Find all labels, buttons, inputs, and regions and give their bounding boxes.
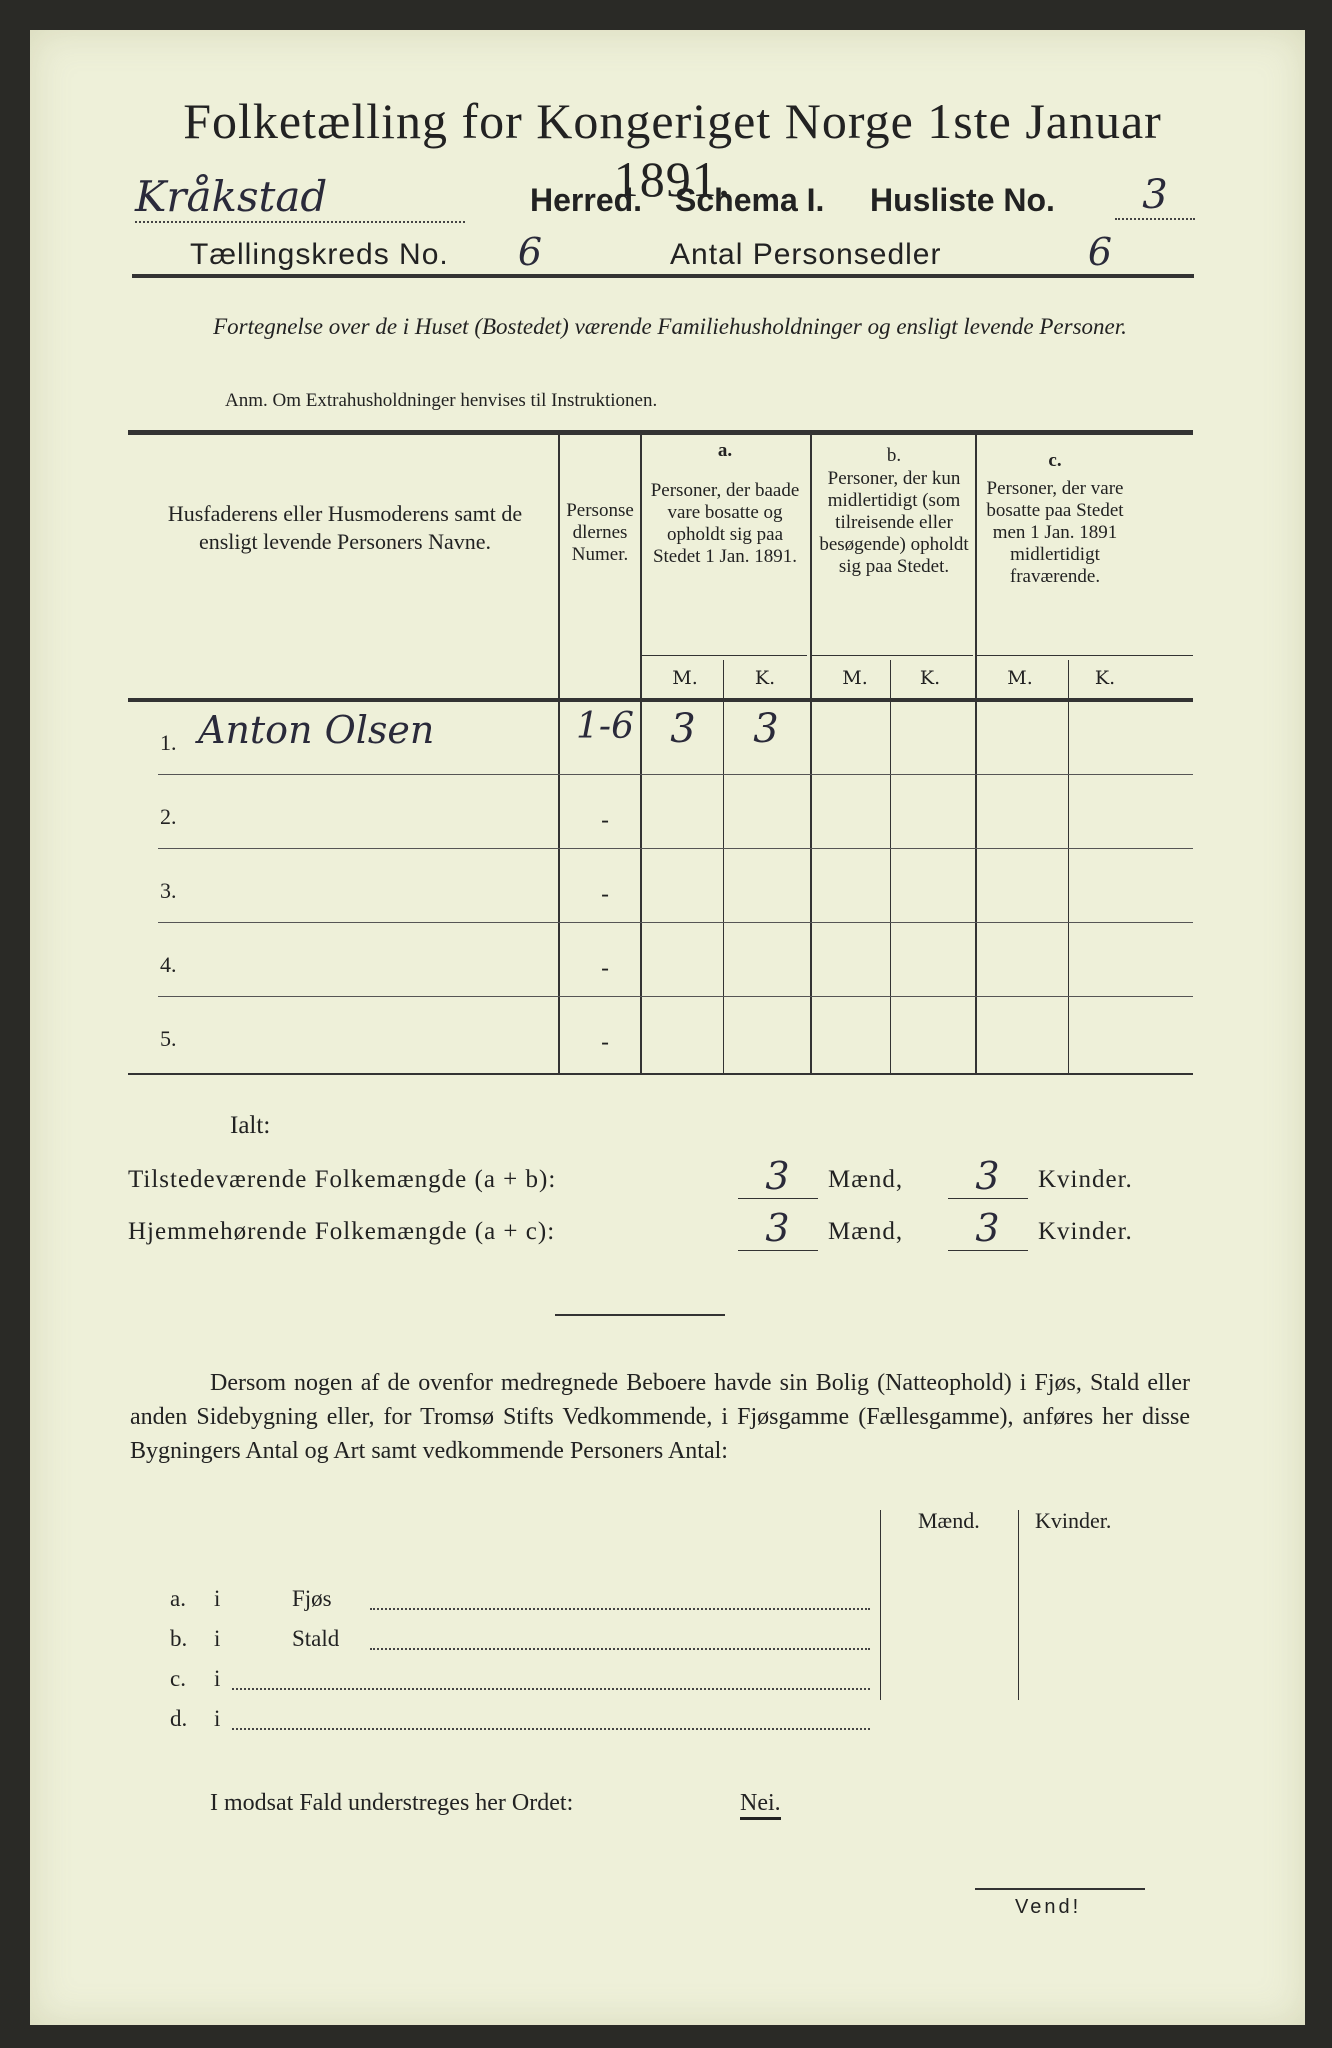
row-rule [158,848,1193,849]
table-bottom-border [128,1073,1193,1075]
row-rule [158,774,1193,775]
mk-divider [977,655,1193,656]
husliste-label: Husliste No. [870,182,1055,218]
row-person-num: - [600,954,610,982]
col-header-name: Husfaderens eller Husmoderens samt de ensligt levende Personers Navne. [167,501,523,554]
section-divider [555,1314,725,1316]
building-dots [370,1608,870,1610]
row-person-num: 1-6 [576,706,634,747]
col-header-num-text: Personsedlernes Numer. [566,500,634,565]
building-i: i [214,1706,221,1731]
table-row [128,776,1193,850]
col-c-letter: c. [1048,450,1062,471]
building-letter: a. [170,1586,186,1611]
row-number: 4. [160,952,177,977]
col-header-num [565,500,635,566]
totals-line-1-maend: Mænd, [828,1166,904,1193]
herred-value: Kråkstad [135,172,465,223]
totals-line-1 [128,1154,1198,1204]
mk-divider [642,655,807,656]
building-dots [370,1648,870,1650]
vend-line [975,1888,1145,1890]
buildings-divider [1018,1510,1019,1700]
col-header-b: Personer, der kun midlertidigt (som tilreisende eller besøgende) opholdt sig paa Stedet. [819,468,969,577]
paragraph: Dersom nogen af de ovenfor medregnede Beboere havde sin Bolig (Natteophold) i Fjøs, Stald eller anden Sidebygning eller, for Tromsø Stifts Vedkommende, i Fjøsgamme (Fællesgamme), anføres her disse Bygningers Antal og Art samt vedkommende Personers Antal: [130,1370,1190,1464]
header-line-herred [135,172,1235,222]
building-i: i [214,1666,221,1691]
totals-line-2 [128,1206,1198,1256]
totals-line-2-kvinder: Kvinder. [1038,1218,1133,1245]
row-rule [158,922,1193,923]
ialt-label: Ialt: [230,1112,271,1139]
row-name: Anton Olsen [198,708,435,752]
totals-line-1-kvinder: Kvinder. [1038,1166,1133,1193]
form-title: Folketælling for Kongeriget Norge 1ste Januar 1891. [183,93,1162,207]
buildings-maend-header: Mænd. [918,1508,980,1533]
nei-word: Nei. [740,1790,781,1820]
row-number: 5. [160,1026,177,1051]
totals-line-2-kvinder-value: 3 [948,1206,1028,1251]
header-divider [132,274,1194,278]
totals-line-1-kvinder-value: 3 [948,1154,1028,1199]
kreds-label: Tællingskreds No. [190,238,449,271]
col-b-letter: b. [886,445,902,466]
kreds-value: 6 [490,230,570,276]
note: Anm. Om Extrahusholdninger henvises til Instruktionen. [225,390,658,411]
col-a-letter: a. [717,440,733,461]
building-dots [232,1688,870,1690]
building-row [170,1586,890,1622]
building-i: i [214,1626,221,1651]
col-a-m: M. [672,667,698,689]
building-label: Stald [292,1626,340,1651]
col-c-k: K. [1094,667,1116,689]
building-letter: b. [170,1626,188,1651]
table-row [128,924,1193,998]
row-rule [158,996,1193,997]
building-row [170,1706,890,1742]
col-a-k: K. [754,667,776,689]
totals-line-1-label: Tilstedeværende Folkemængde (a + b): [128,1166,557,1193]
subtitle: Fortegnelse over de i Huset (Bostedet) værende Familiehusholdninger og ensligt levende Personer. [213,314,1127,339]
row-a-m: 3 [670,706,696,752]
building-row [170,1666,890,1702]
totals-line-2-maend-value: 3 [738,1206,818,1251]
schema-label: Schema I. [675,182,825,218]
row-person-num: - [600,806,610,834]
col-header-c: Personer, der vare bosatte paa Stedet men 1 Jan. 1891 midlertidigt fraværende. [986,478,1124,587]
totals-line-2-maend: Mænd, [828,1218,904,1245]
herred-label: Herred. [530,182,643,218]
row-number: 2. [160,804,177,829]
husliste-value: 3 [1115,172,1195,220]
personsedler-label: Antal Personsedler [670,238,942,271]
census-form-page [30,30,1305,2025]
row-person-num: - [600,880,610,908]
row-person-num: - [600,1028,610,1056]
table-row [128,702,1193,776]
col-header-a: Personer, der baade vare bosatte og opholdt sig paa Stedet 1 Jan. 1891. [650,480,800,567]
building-letter: d. [170,1706,188,1731]
vend-text: Vend! [1015,1896,1082,1918]
personsedler-value: 6 [1060,230,1140,276]
modsat-text: I modsat Fald understreges her Ordet: [210,1790,574,1816]
building-letter: c. [170,1666,186,1691]
table-row [128,998,1193,1072]
row-a-k: 3 [753,706,779,752]
mk-divider [812,655,973,656]
totals-line-1-maend-value: 3 [738,1154,818,1199]
row-number: 3. [160,878,177,903]
building-dots [232,1728,870,1730]
building-row [170,1626,890,1662]
table-row [128,850,1193,924]
col-c-m: M. [1007,667,1033,689]
col-b-k: K. [919,667,941,689]
building-i: i [214,1586,221,1611]
header-line-kreds [190,230,1190,280]
buildings-kvinder-header: Kvinder. [1035,1508,1112,1533]
col-b-m: M. [842,667,868,689]
table-top-border [128,430,1193,435]
totals-line-2-label: Hjemmehørende Folkemængde (a + c): [128,1218,556,1245]
row-number: 1. [160,730,177,755]
building-label: Fjøs [292,1586,332,1611]
